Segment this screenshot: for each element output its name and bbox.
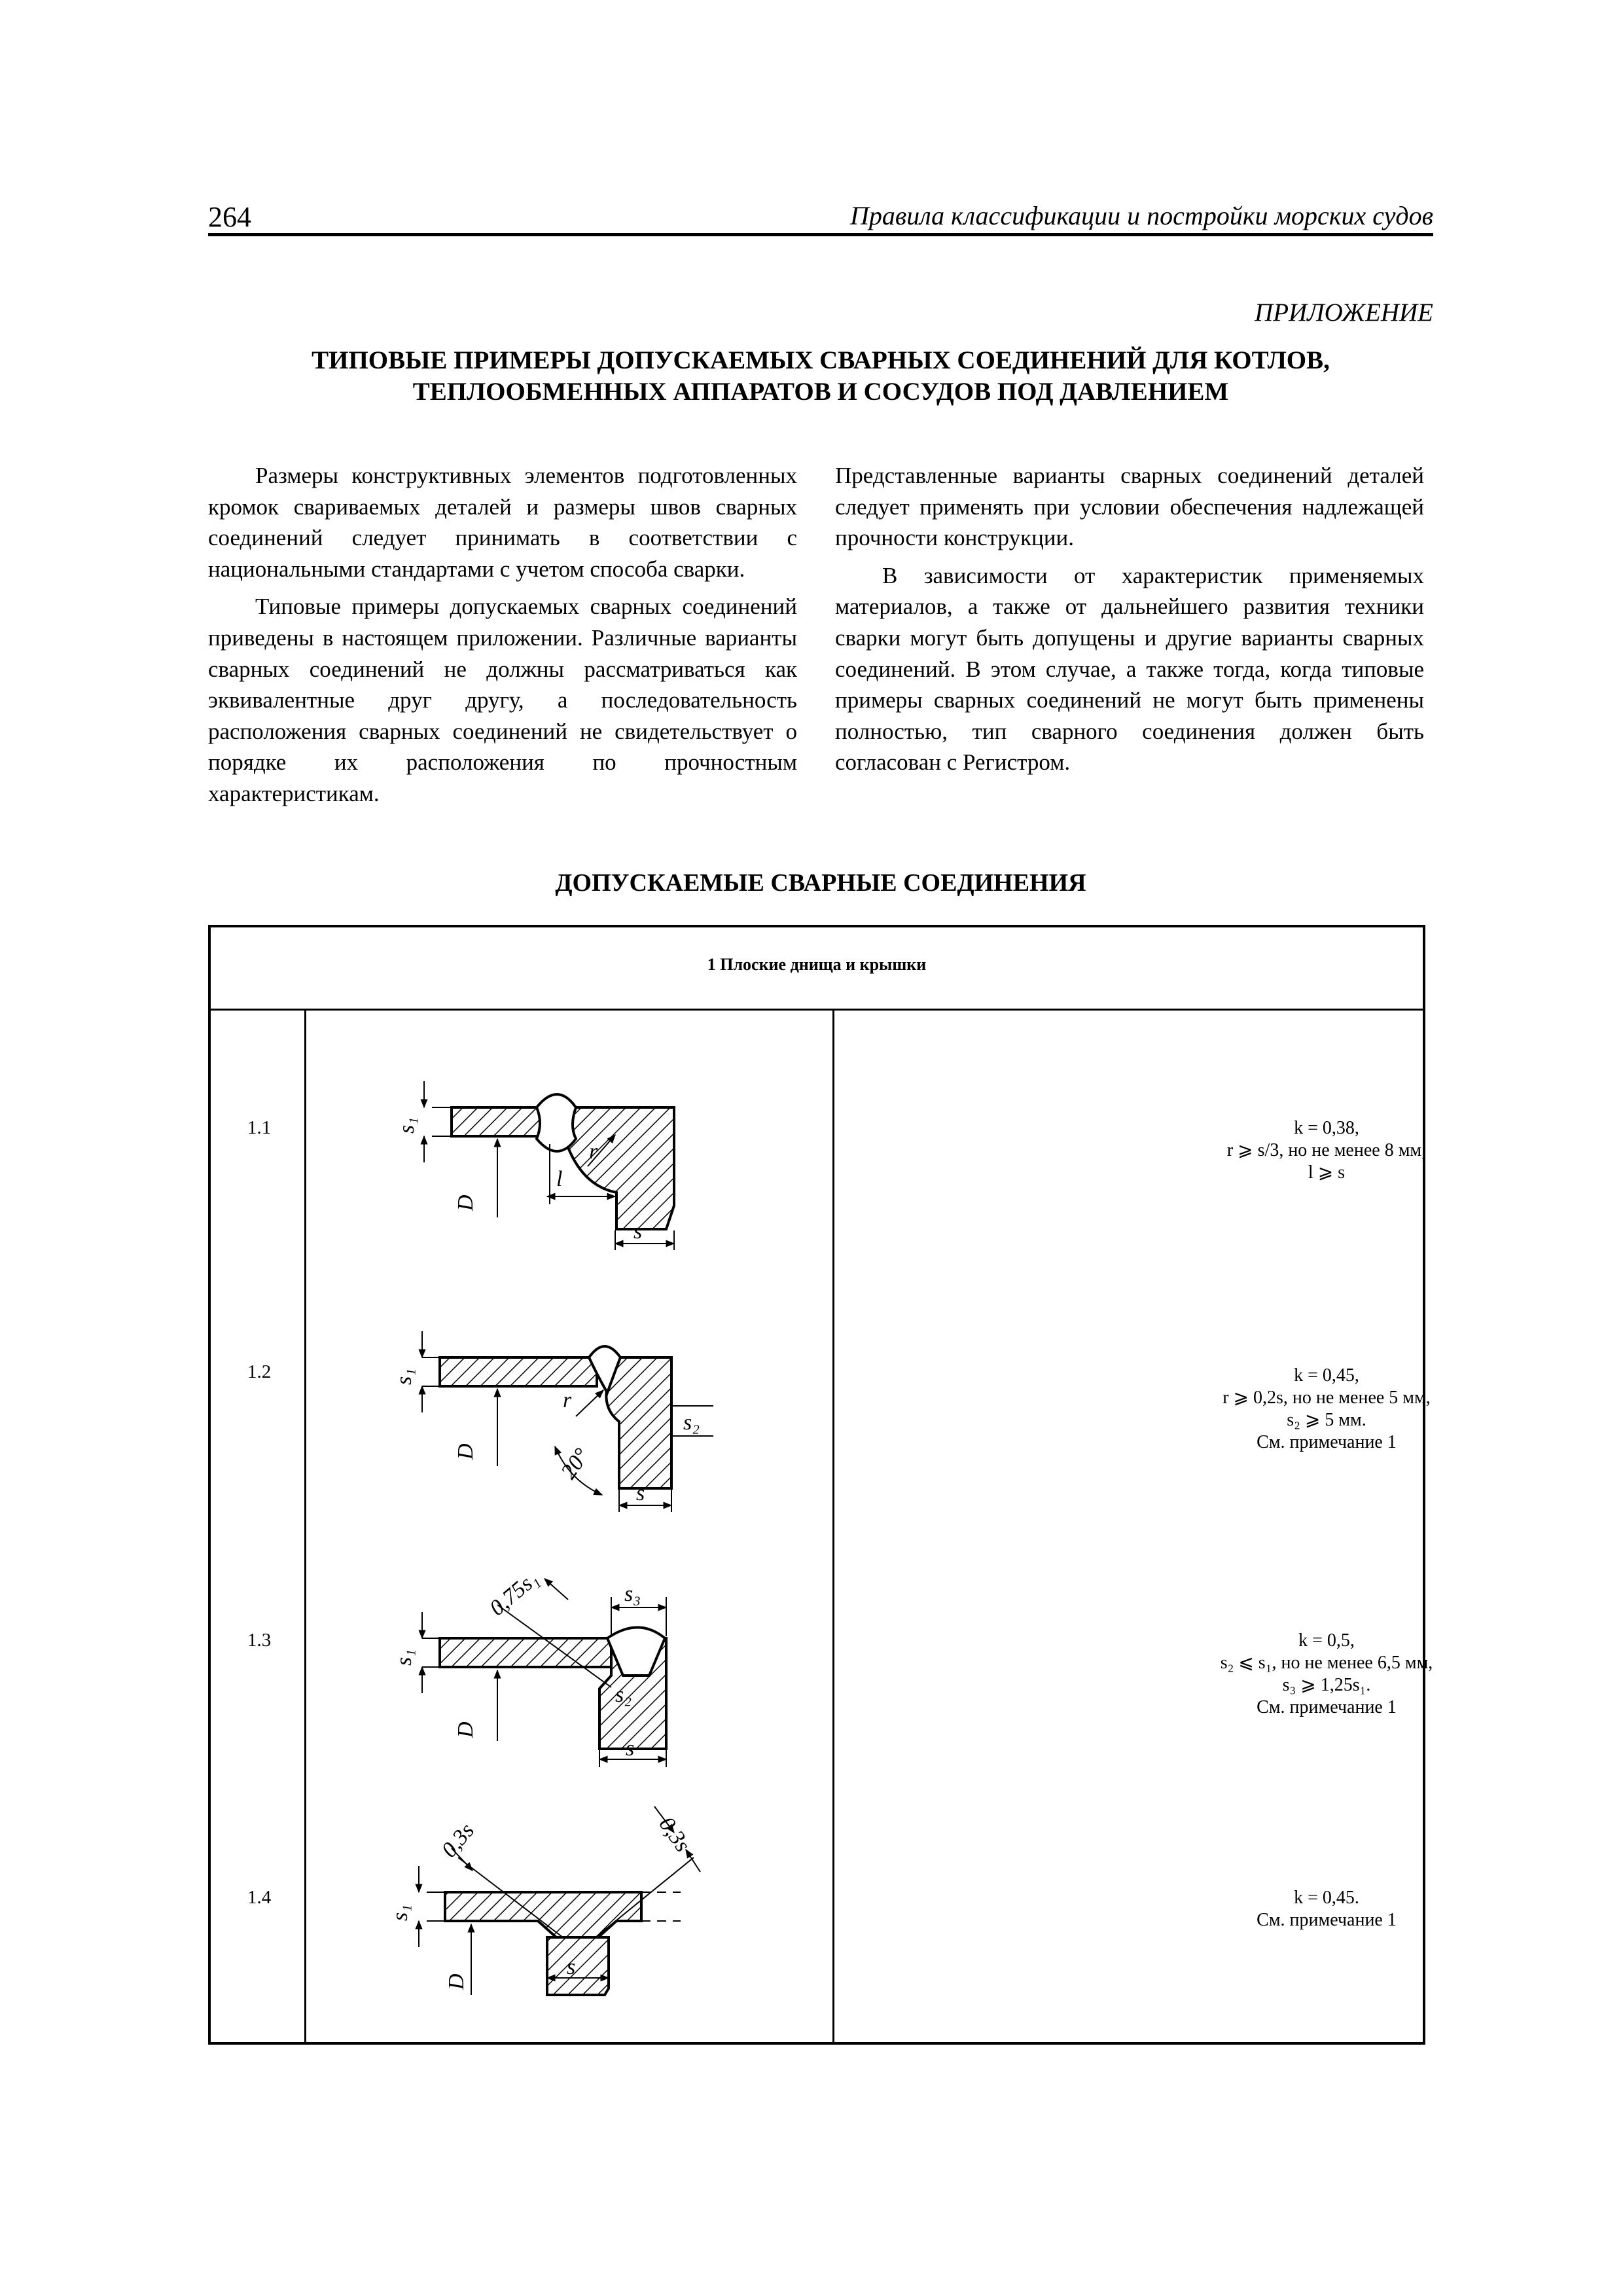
weld-bead [537, 1094, 576, 1151]
dim-label-s2: s₂ [683, 1410, 700, 1435]
dim-label-s: s [567, 1955, 576, 1979]
note-line: r ⩾ s/3, но не менее 8 мм, [1226, 1140, 1427, 1160]
dim-label-d: D [444, 1973, 469, 1990]
dim-label-075s1: 0,75s₁ [485, 1566, 543, 1621]
note-line: k = 0,45. [1294, 1888, 1359, 1908]
row-number: 1.3 [247, 1630, 272, 1651]
appendix-label: ПРИЛОЖЕНИЕ [1255, 298, 1433, 327]
note-line: r ⩾ 0,2s, но не менее 5 мм, [1222, 1388, 1431, 1408]
dim-label-s: s [633, 1219, 643, 1244]
note-line: См. примечание 1 [1257, 1432, 1397, 1452]
dim-label-d: D [454, 1721, 478, 1738]
dim-label-s: s [636, 1481, 645, 1505]
dim-label-angle: 20° [556, 1444, 594, 1484]
dim-label-03s: 0,3s [437, 1818, 479, 1863]
tube-part [547, 1937, 609, 1995]
running-title: Правила классификации и постройки морских судов [849, 201, 1433, 230]
note-line: s₂ ⩽ s₁, но не менее 6,5 мм, [1220, 1653, 1433, 1673]
dim-label-r: r [563, 1388, 572, 1412]
flat-plate [440, 1638, 611, 1667]
note-line: k = 0,5, [1298, 1630, 1355, 1651]
page-number: 264 [208, 201, 251, 233]
note-line: См. примечание 1 [1257, 1910, 1397, 1930]
flat-plate [452, 1107, 550, 1136]
dim-label-l: l [556, 1167, 563, 1191]
page-title-line-2: ТЕПЛООБМЕННЫХ АППАРАТОВ И СОСУДОВ ПОД ДАВЛЕНИЕМ [412, 378, 1229, 406]
section-title: ДОПУСКАЕМЫЕ СВАРНЫЕ СОЕДИНЕНИЯ [555, 869, 1086, 897]
intro-paragraph: Представленные варианты сварных соединений деталей следует применять при условии обеспечения надлежащей прочности конструкции. [835, 463, 1424, 551]
figure-joint-1-2 [422, 1331, 713, 1512]
dim-label-03s: 0,3s [654, 1812, 695, 1857]
flat-plate [445, 1892, 641, 1937]
dim-label-s3: s₃ [624, 1582, 641, 1606]
page-title-line-1: ТИПОВЫЕ ПРИМЕРЫ ДОПУСКАЕМЫХ СВАРНЫХ СОЕДИНЕНИЙ ДЛЯ КОТЛОВ, [312, 346, 1330, 374]
row-number: 1.4 [247, 1887, 272, 1908]
dim-label-s1: s₁ [392, 1649, 416, 1666]
table-heading: 1 Плоские днища и крышки [707, 955, 927, 974]
dim-label-s: s [626, 1736, 635, 1761]
row-number: 1.2 [247, 1361, 272, 1382]
flat-plate [440, 1357, 597, 1386]
dim-label-s1: s₁ [392, 1368, 416, 1385]
note-line: l ⩾ s [1308, 1162, 1346, 1183]
dim-label-r: r [589, 1139, 598, 1164]
dim-label-d: D [454, 1194, 478, 1211]
dim-label-s2: s₂ [615, 1683, 632, 1707]
dim-label-d: D [454, 1443, 478, 1460]
dim-label-s1: s₁ [395, 1117, 419, 1134]
row-number: 1.1 [247, 1117, 272, 1138]
note-line: k = 0,45, [1294, 1365, 1359, 1386]
note-line: s₃ ⩾ 1,25s₁. [1282, 1675, 1371, 1695]
note-line: s₂ ⩾ 5 мм. [1287, 1410, 1366, 1430]
intro-paragraph: Размеры конструктивных элементов подготовленных кромок свариваемых деталей и размеры швов сварных соединений следует принимать в соответствии с национальными стандартами с учетом способа сварки. [208, 463, 797, 582]
note-line: См. примечание 1 [1257, 1697, 1397, 1717]
flange-part [567, 1107, 674, 1229]
intro-paragraph: В зависимости от характеристик применяемых материалов, а также от дальнейшего развития техники сварки могут быть допущены и другие варианты сварных соединений. В этом случае, а также тогда, когда типовые примеры сварных соединений не могут быть применены полностью, тип сварного соединения должен быть согласован с Регистром. [835, 562, 1424, 776]
dim-label-s1: s₁ [388, 1904, 412, 1921]
note-line: k = 0,38, [1294, 1118, 1359, 1138]
intro-paragraph: Типовые примеры допускаемых сварных соединений приведены в настоящем приложении. Различные варианты сварных соединений не должны рассматриваться как эквивалентные друг другу, а последовательность расположения сварных соединений не свидетельствует о порядке их расположения по прочностным характеристикам. [208, 594, 797, 806]
flange-part [606, 1357, 671, 1488]
